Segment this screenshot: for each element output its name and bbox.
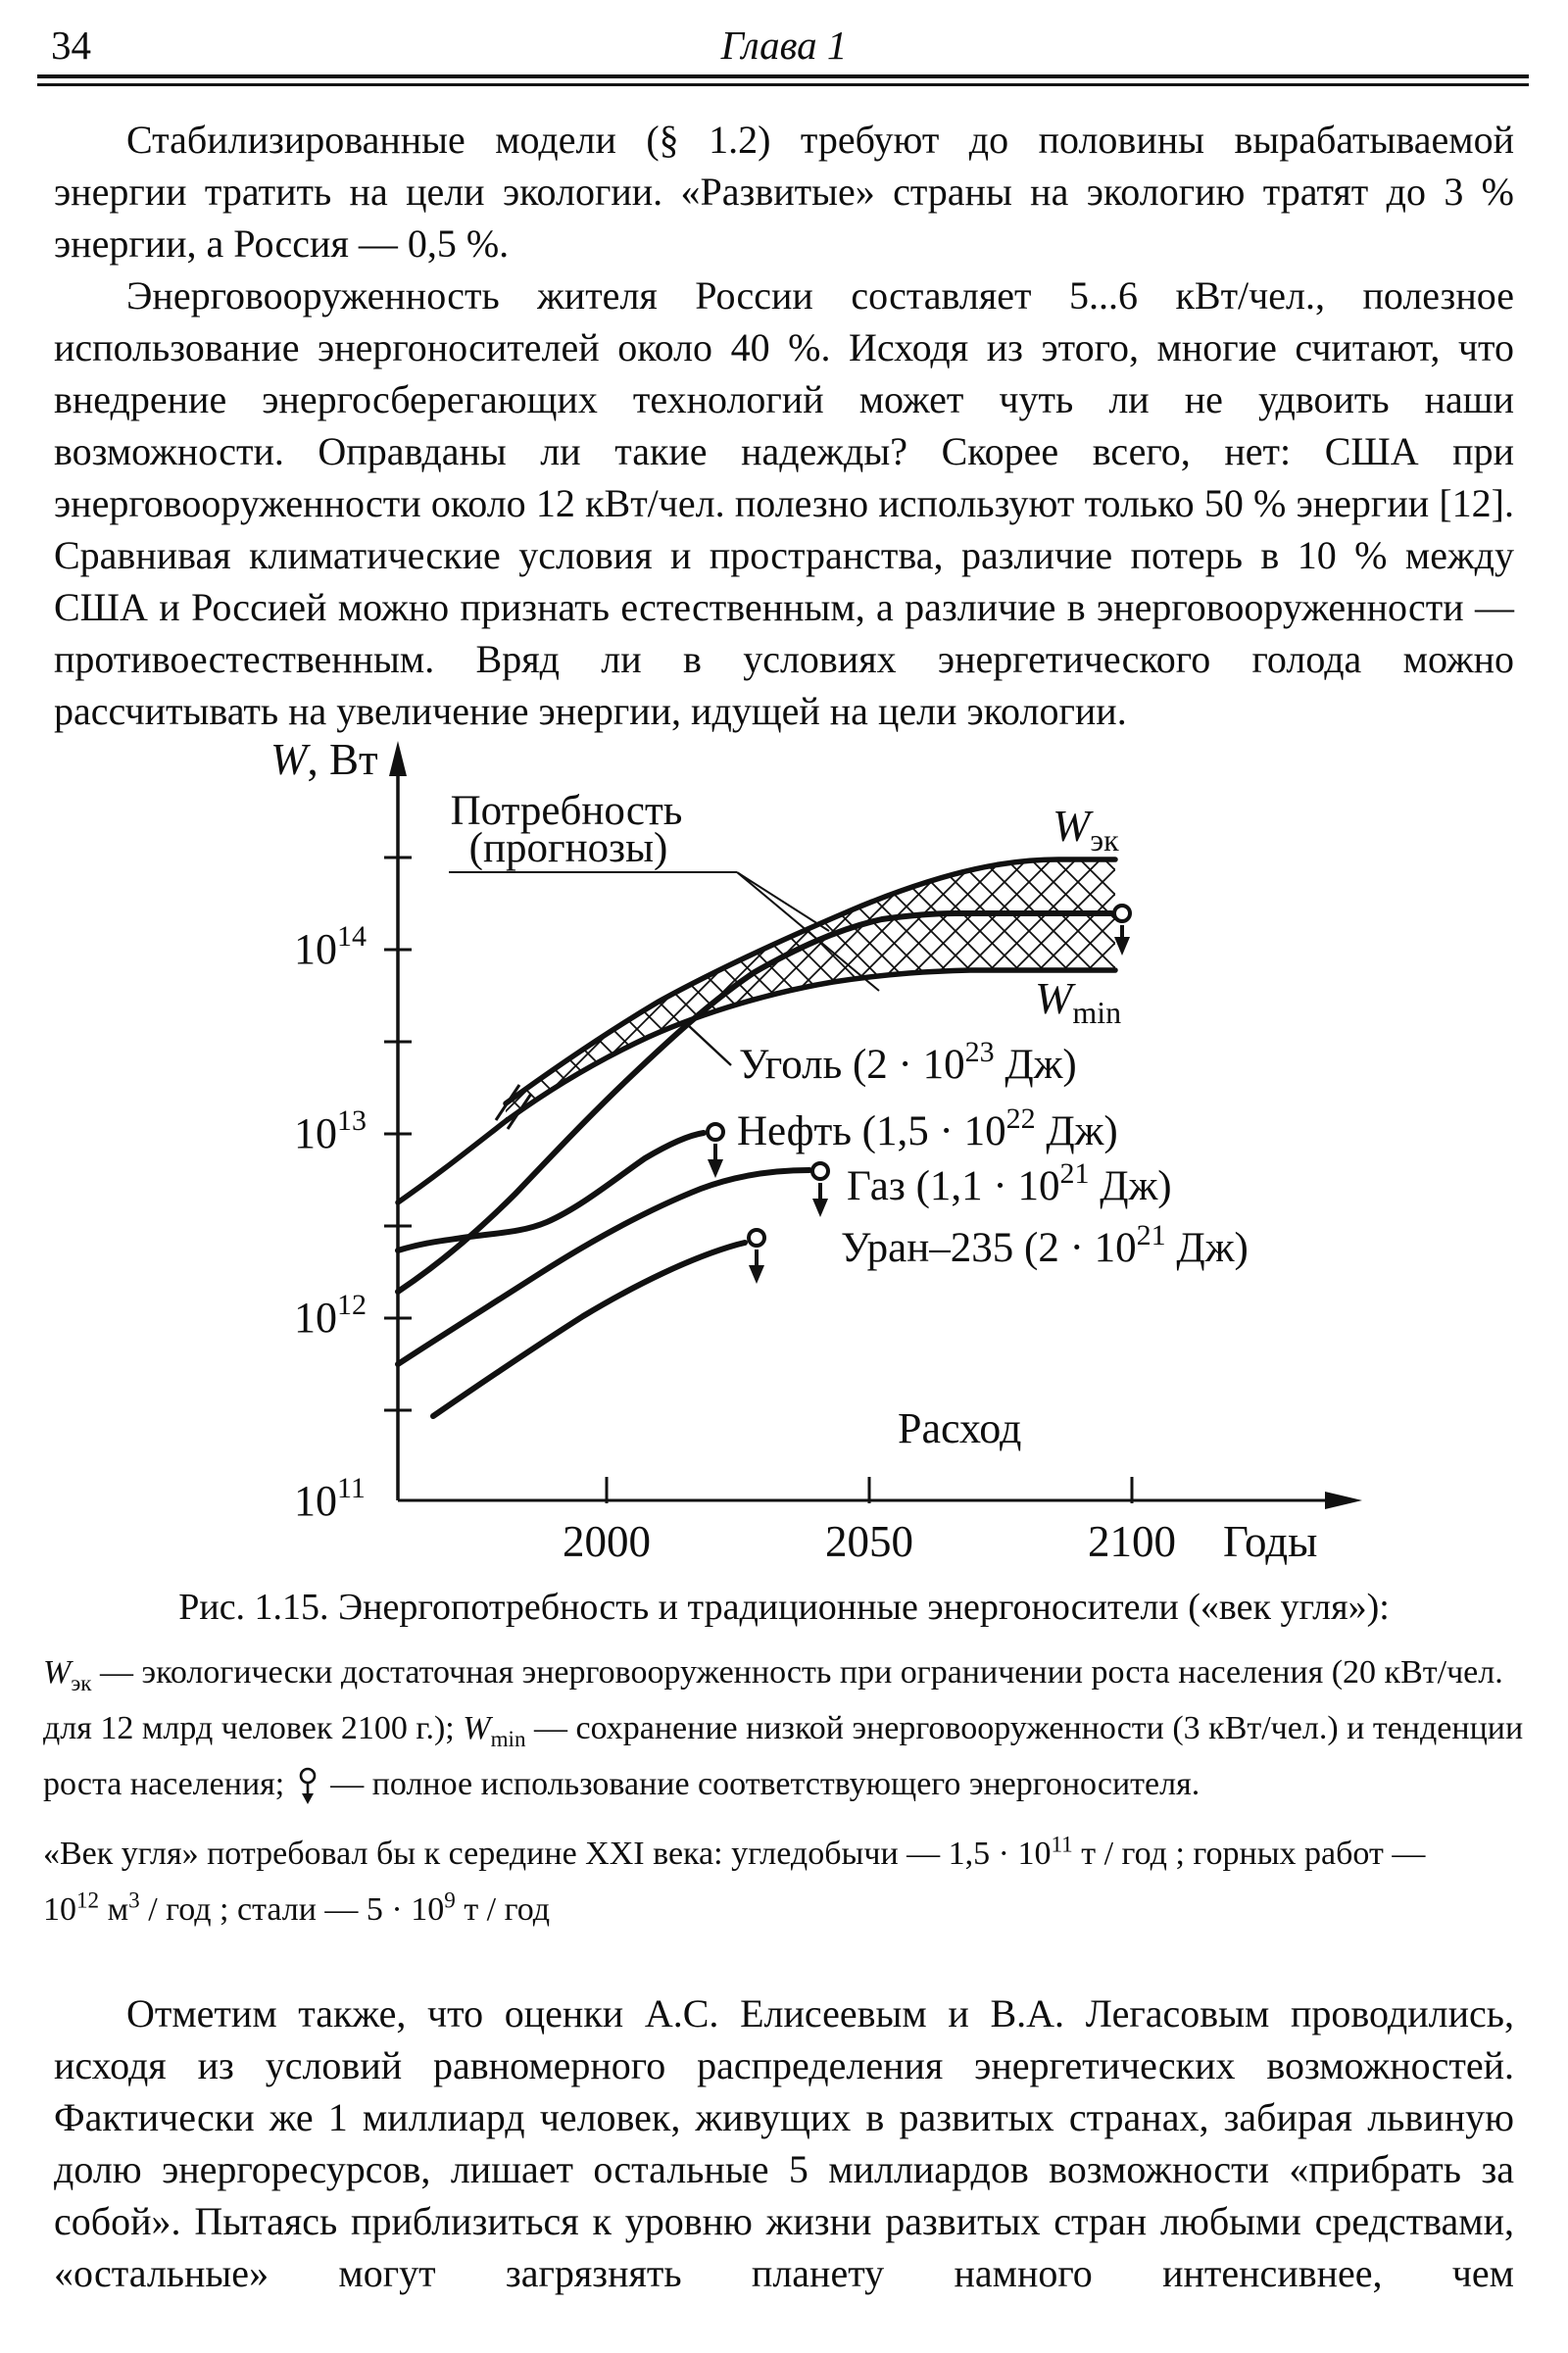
body-text-bottom <box>54 1987 1514 2299</box>
oil-curve <box>398 1133 704 1250</box>
oil-curve-label: Нефть ($1,5 \cdot 10^{22}$ Дж) <box>737 1103 1118 1154</box>
paragraph-1: Стабилизированные модели (§ 1.2) требуют до половины вырабатываемой энергии тратить на цели экологии. «Развитые» страны на экологию тратят до 3 % энергии, а Россия — 0,5 %. <box>54 118 1514 266</box>
x-tick-label-2100: 2100 <box>1088 1517 1176 1566</box>
note-line-2: для 12 млрд человек 2100 г.); $W_{min}$ — сохранение низкой энерговооруженности (3 кВт/чел.) и тенденции <box>43 1710 1524 1752</box>
y-axis-title: W, Вт <box>270 735 378 784</box>
figure-1-15-chart <box>0 725 1568 1597</box>
w-ek-label: $W_{эк}$ <box>1053 801 1119 858</box>
note-gap <box>43 1812 1525 1826</box>
coal-curve-label: Уголь ($2 \cdot 10^{23}$ Дж) <box>739 1036 1077 1088</box>
x-tick-label-2050: 2050 <box>825 1517 913 1566</box>
paragraph-3: Отметим также, что оценки А.С. Елисеевым и В.А. Легасовым проводились, исходя из условий равномерного распределения энергетических возможностей. Фактически же 1 миллиард человек, живущих в развитых странах, забирая львиную долю энергоресурсов, лишает остальные 5 миллиардов возможности «прибрать за собой». Пытаясь приблизиться к уровню жизни развитых стран любыми средствами, «остальные» могут загрязнять планету намного интенсивнее, чем <box>54 1991 1514 2295</box>
gas-curve-label: Газ ($1,1 \cdot 10^{21}$ Дж) <box>847 1157 1172 1209</box>
figure-notes <box>43 1644 1525 1937</box>
consumption-label: Расход <box>898 1404 1022 1452</box>
paragraph-2: Энерговооруженность жителя России составляет 5...6 кВт/чел., полезное использование энергоносителей около 40 %. Исходя из этого, многие считают, что внедрение энергосберегающих технологий может чуть ли не удвоить наши возможности. Оправданы ли такие надежды? Скорее всего, нет: США при энерговооруженности около 12 кВт/чел. полезно используют только 50 % энергии [12]. Сравнивая климатические условия и пространства, различие потерь в 10 % между США и Россией можно признать естественным, а различие в энерговооруженности — противоестественным. Вряд ли в условиях энергетического голода можно рассчитывать на увеличение энергии, идущей на цели экологии. <box>54 273 1514 733</box>
oil-full-use-marker <box>708 1124 723 1178</box>
coal-label-leader <box>688 1025 731 1065</box>
uranium-full-use-marker <box>749 1230 764 1284</box>
gas-full-use-marker <box>812 1163 828 1217</box>
x-tick-label-2000: 2000 <box>563 1517 651 1566</box>
note-line-5: $10^{12}$ $м^3$ / год ; стали — $5 \cdot 10^9$ т / год <box>43 1887 551 1928</box>
demand-label-line1: Потребность <box>450 788 683 834</box>
x-axis-unit: Годы <box>1223 1517 1318 1566</box>
y-tick-label-1e11: $10^{11}$ <box>294 1472 366 1525</box>
x-axis <box>398 1477 1362 1509</box>
note-line-1: $W_{эк}$ — экологически достаточная энерговооруженность при ограничении роста населения (20 кВт/чел. <box>43 1654 1503 1696</box>
gas-curve <box>398 1170 809 1364</box>
y-tick-label-1e13: $10^{13}$ <box>294 1104 367 1157</box>
full-use-marker-icon <box>297 1767 318 1806</box>
y-tick-label-1e14: $10^{14}$ <box>294 920 367 973</box>
coal-full-use-marker <box>1114 906 1130 956</box>
header-rule <box>37 74 1529 86</box>
uranium-curve <box>433 1243 745 1416</box>
uranium-curve-label: Уран–235 ($2 \cdot 10^{21}$ Дж) <box>841 1219 1249 1271</box>
note-line-4: «Век угля» потребовал бы к середине XXI века: угледобычи — $1,5 \cdot 10^{11}$ т / год ; горных работ — <box>43 1832 1426 1872</box>
page-number: 34 <box>51 23 91 68</box>
body-text-top <box>54 114 1514 737</box>
w-min-label: $W_{min}$ <box>1035 973 1122 1030</box>
note-line-3: роста населения; — полное использование соответствующего энергоносителя. <box>43 1756 1525 1812</box>
y-axis <box>384 741 412 1500</box>
chapter-header: Глава 1 <box>720 23 848 68</box>
figure-caption: Рис. 1.15. Энергопотребность и традиционные энергоносители («век угля»): <box>178 1587 1390 1628</box>
y-tick-label-1e12: $10^{12}$ <box>294 1289 367 1342</box>
demand-label-line2: (прогнозы) <box>468 825 668 871</box>
